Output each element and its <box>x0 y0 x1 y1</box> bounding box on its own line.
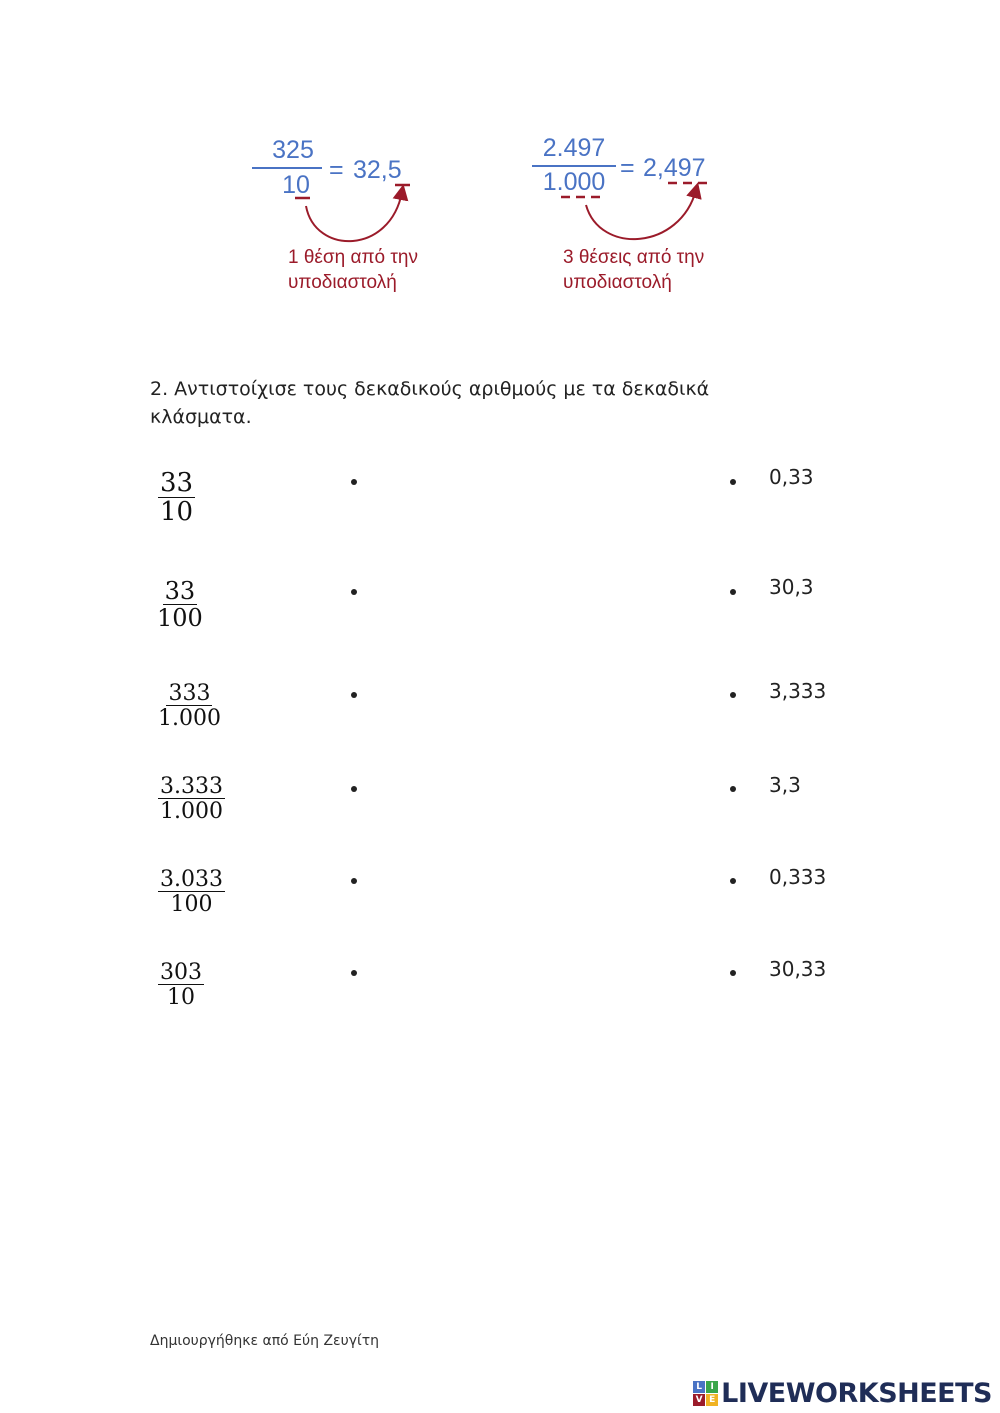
logo-mark-letter-i: I <box>706 1381 718 1393</box>
instruction-line-2: κλάσματα. <box>150 406 252 428</box>
example-2-note-line1: 3 θέσεις από την <box>563 247 705 268</box>
logo-mark-letter-e: E <box>706 1394 718 1406</box>
example-2 <box>532 134 707 293</box>
example-1-note-line2: υποδιαστολή <box>288 272 397 293</box>
fraction-5-denominator: 100 <box>170 892 213 918</box>
logo-mark-letter-l: L <box>693 1381 705 1393</box>
author-credit: Δημιουργήθηκε από Εύη Ζευγίτη <box>150 1333 380 1349</box>
fraction-6-match-dot[interactable] <box>351 970 357 976</box>
example-1 <box>252 136 418 293</box>
fraction-6-numerator: 303 <box>160 960 202 985</box>
decimal-1: 0,33 <box>769 465 814 489</box>
fraction-4 <box>158 775 225 824</box>
decimal-5-match-dot[interactable] <box>730 878 736 884</box>
decimal-3: 3,333 <box>769 679 827 703</box>
fraction-5-numerator: 3.033 <box>160 867 223 892</box>
decimal-5: 0,333 <box>769 865 827 889</box>
example-1-equals: = <box>329 156 344 184</box>
example-2-arrow <box>586 190 696 239</box>
decimal-2-match-dot[interactable] <box>730 589 736 595</box>
fraction-6 <box>158 961 204 1010</box>
fraction-3-denominator: 1.000 <box>158 706 221 732</box>
instruction-line-1: 2. Αντιστοίχισε τους δεκαδικούς αριθμούς με τα δεκαδικά <box>150 378 710 400</box>
fraction-3-numerator: 333 <box>168 681 211 706</box>
example-2-equals: = <box>620 154 635 182</box>
example-2-denominator: 1.000 <box>542 168 606 196</box>
fraction-6-denominator: 10 <box>167 985 195 1011</box>
liveworksheets-logo-text: LIVEWORKSHEETS <box>721 1378 992 1409</box>
example-1-arrow <box>306 192 402 241</box>
decimal-6-match-dot[interactable] <box>730 970 736 976</box>
fraction-4-match-dot[interactable] <box>351 786 357 792</box>
fraction-2 <box>157 579 203 633</box>
decimal-6: 30,33 <box>769 957 827 981</box>
example-1-numerator: 325 <box>272 136 314 164</box>
decimal-4-match-dot[interactable] <box>730 786 736 792</box>
fraction-2-numerator: 33 <box>164 577 196 605</box>
fraction-4-denominator: 1.000 <box>160 799 223 825</box>
liveworksheets-logo-mark <box>693 1381 718 1406</box>
fraction-2-denominator: 100 <box>157 604 203 633</box>
fraction-1 <box>158 470 195 528</box>
fraction-1-denominator: 10 <box>160 497 194 528</box>
fraction-1-match-dot[interactable] <box>351 479 357 485</box>
decimal-1-match-dot[interactable] <box>730 479 736 485</box>
fraction-3-match-dot[interactable] <box>351 692 357 698</box>
example-2-result: 2,497 <box>643 154 706 182</box>
decimal-2: 30,3 <box>769 575 814 599</box>
example-1-denominator: 10 <box>282 171 310 199</box>
exercise-instruction <box>150 375 790 431</box>
fraction-2-match-dot[interactable] <box>351 589 357 595</box>
fraction-1-numerator: 33 <box>160 468 194 498</box>
decimal-3-match-dot[interactable] <box>730 692 736 698</box>
example-1-note-line1: 1 θέση από την <box>288 247 418 268</box>
example-2-note-line2: υποδιαστολή <box>563 272 672 293</box>
logo-mark-letter-v: V <box>693 1394 705 1406</box>
fraction-5-match-dot[interactable] <box>351 878 357 884</box>
fraction-3 <box>158 682 221 731</box>
fraction-4-numerator: 3.333 <box>160 774 223 799</box>
example-1-result: 32,5 <box>353 156 402 184</box>
decimal-example-illustration <box>240 120 760 310</box>
fraction-5 <box>158 868 225 917</box>
decimal-4: 3,3 <box>769 773 801 797</box>
liveworksheets-logo <box>693 1378 992 1409</box>
example-2-numerator: 2.497 <box>542 134 606 162</box>
